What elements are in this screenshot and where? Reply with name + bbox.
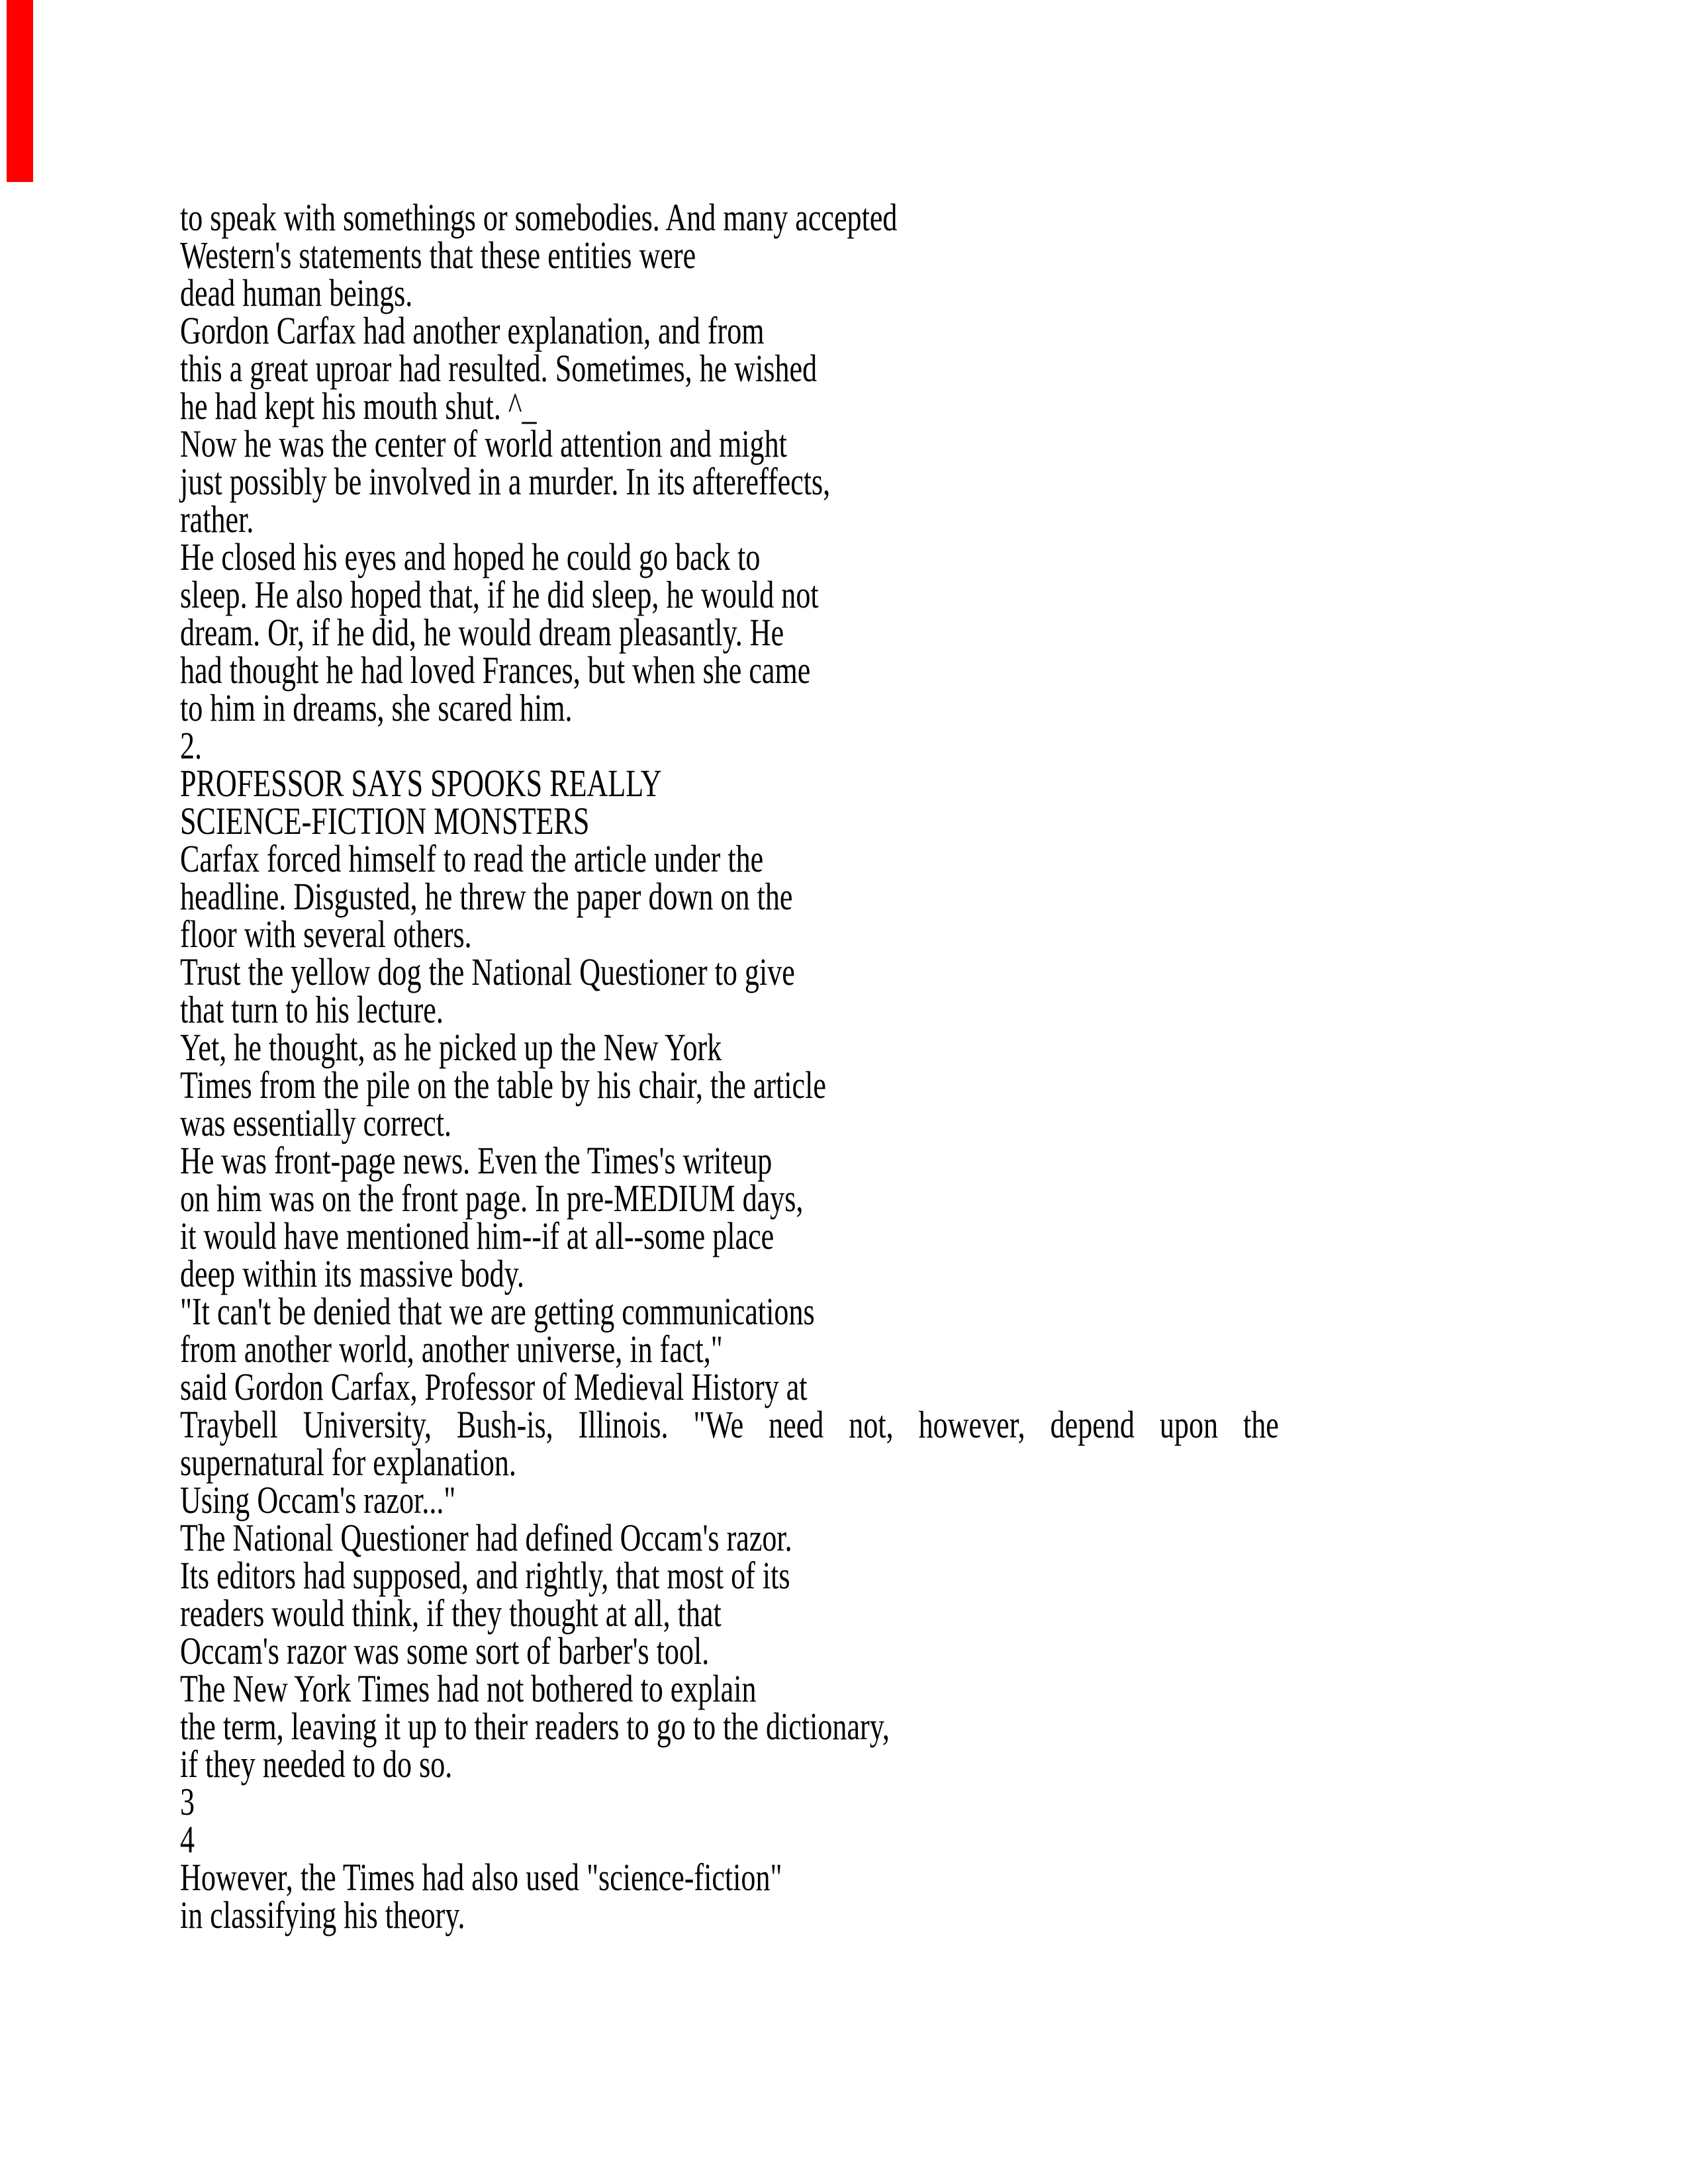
text-line: Gordon Carfax had another explanation, and from — [180, 309, 765, 352]
text-line: he had kept his mouth shut. ^_ — [180, 385, 537, 428]
text-line: if they needed to do so. — [180, 1743, 453, 1786]
text-line: had thought he had loved Frances, but when she came — [180, 649, 811, 692]
text-line: supernatural for explanation. — [180, 1441, 516, 1484]
text-line: in classifying his theory. — [180, 1893, 465, 1936]
text-line: this a great uproar had resulted. Sometimes, he wished — [180, 347, 818, 390]
text-line: sleep. He also hoped that, if he did sleep, he would not — [180, 573, 819, 616]
text-line: Now he was the center of world attention and might — [180, 422, 787, 465]
text-line: However, the Times had also used "science-fiction" — [180, 1856, 782, 1899]
text-line: 3 — [180, 1780, 195, 1823]
text-line: dead human beings. — [180, 271, 413, 314]
text-line: it would have mentioned him--if at all--some place — [180, 1214, 774, 1257]
text-line: Carfax forced himself to read the article under the — [180, 837, 764, 880]
text-line: Trust the yellow dog the National Questioner to give — [180, 950, 795, 993]
text-line: to him in dreams, she scared him. — [180, 686, 573, 729]
text-line: on him was on the front page. In pre-MEDIUM days, — [180, 1177, 804, 1220]
text-line: 4 — [180, 1818, 195, 1861]
text-line: floor with several others. — [180, 913, 472, 956]
text-line: that turn to his lecture. — [180, 988, 444, 1031]
text-line: Times from the pile on the table by his chair, the article — [180, 1064, 826, 1107]
headline-line: PROFESSOR SAYS SPOOKS REALLY — [180, 762, 662, 805]
text-line: "It can't be denied that we are getting communications — [180, 1290, 815, 1333]
headline-line: SCIENCE-FICTION MONSTERS — [180, 799, 590, 842]
text-line: dream. Or, if he did, he would dream pleasantly. He — [180, 611, 784, 654]
text-line: He was front-page news. Even the Times's writeup — [180, 1139, 773, 1182]
text-line: headline. Disgusted, he threw the paper down on the — [180, 875, 793, 918]
text-line: Yet, he thought, as he picked up the New York — [180, 1026, 722, 1069]
text-line: The New York Times had not bothered to explain — [180, 1667, 757, 1710]
text-line: Using Occam's razor..." — [180, 1479, 456, 1522]
red-bookmark-ribbon — [7, 0, 33, 182]
text-column — [180, 196, 1626, 1936]
text-line: Occam's razor was some sort of barber's tool. — [180, 1629, 710, 1672]
text-line: He closed his eyes and hoped he could go back to — [180, 535, 761, 578]
text-line: to speak with somethings or somebodies. And many accepted — [180, 196, 898, 239]
text-line: Traybell University, Bush-is, Illinois. "We need not, however, depend upon the — [180, 1403, 1279, 1446]
text-line: just possibly be involved in a murder. In its aftereffects, — [180, 460, 831, 503]
text-line: deep within its massive body. — [180, 1252, 524, 1295]
text-line: said Gordon Carfax, Professor of Medieval History at — [180, 1365, 808, 1408]
text-line: the term, leaving it up to their readers to go to the dictionary, — [180, 1705, 890, 1748]
text-line: rather. — [180, 498, 254, 541]
text-line: 2. — [180, 724, 203, 767]
text-line: readers would think, if they thought at all, that — [180, 1592, 722, 1635]
text-line: was essentially correct. — [180, 1101, 452, 1144]
text-line: The National Questioner had defined Occam's razor. — [180, 1516, 792, 1559]
text-line: Its editors had supposed, and rightly, that most of its — [180, 1554, 790, 1597]
text-line: from another world, another universe, in fact," — [180, 1328, 723, 1371]
text-line: Western's statements that these entities were — [180, 234, 696, 277]
